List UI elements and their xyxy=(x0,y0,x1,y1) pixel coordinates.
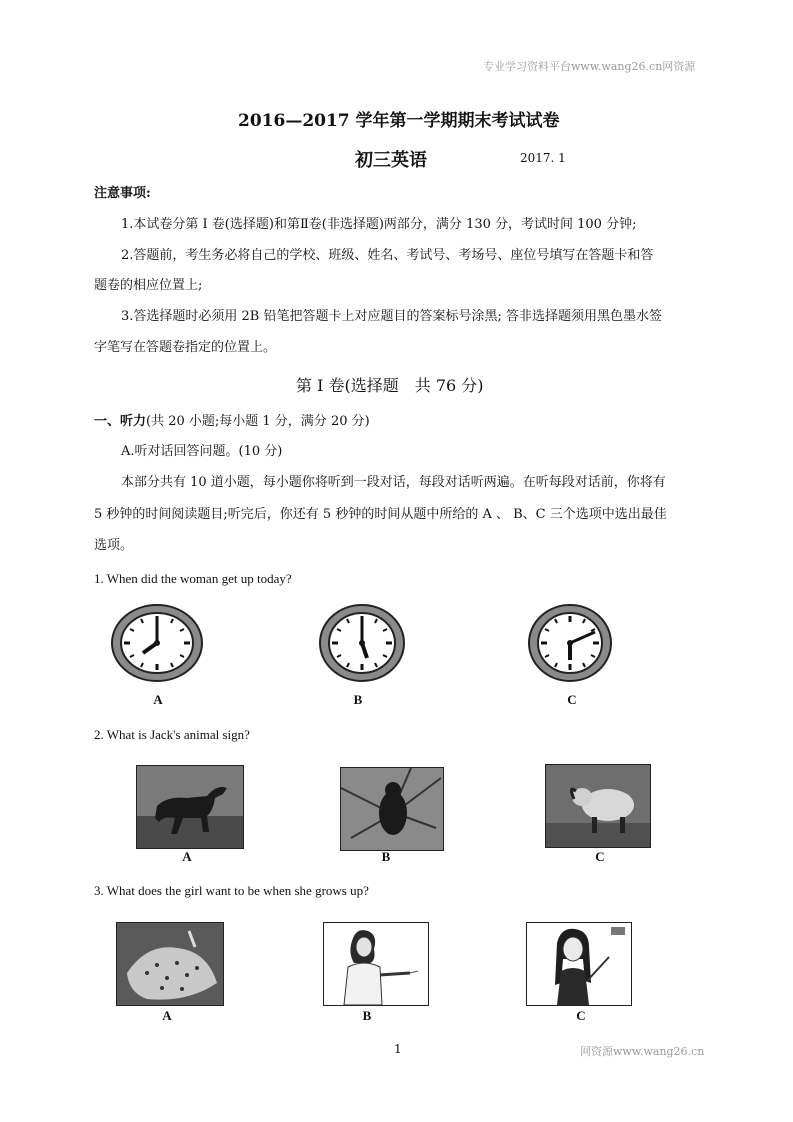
notice-item-1: 1.本试卷分第 I 卷(选择题)和第Ⅱ卷(非选择题)两部分，满分 130 分，考试时间 100 分钟; xyxy=(121,217,637,232)
question-2: 2. What is Jack's animal sign? xyxy=(94,727,250,742)
watermark-top: 专业学习资料平台www.wang26.cn网资源 xyxy=(483,60,696,73)
instructions-line-2: 5 秒钟的时间阅读题目;听完后，你还有 5 秒钟的时间从题中所给的 A 、 B、C 三个选项中选出最佳 xyxy=(94,507,667,522)
exam-date: 2017. 1 xyxy=(520,151,566,165)
q2-option-a: A xyxy=(182,849,192,864)
monkey-image xyxy=(340,767,444,851)
question-1: 1. When did the woman get up today? xyxy=(94,571,292,586)
q2-option-c: C xyxy=(595,849,605,864)
page-number: 1 xyxy=(394,1042,402,1056)
dancer-image xyxy=(116,922,224,1006)
clock-c-image xyxy=(527,603,613,683)
listening-sub: A.听对话回答问题。(10 分) xyxy=(121,444,283,459)
notice-heading: 注意事项: xyxy=(94,186,151,201)
q1-option-c: C xyxy=(567,692,577,707)
q2-option-b: B xyxy=(381,849,391,864)
q3-option-c: C xyxy=(576,1008,586,1023)
notice-item-2-cont: 题卷的相应位置上; xyxy=(94,278,203,293)
q1-option-b: B xyxy=(353,692,363,707)
sheep-image xyxy=(545,764,651,848)
listening-detail: (共 20 小题;每小题 1 分，满分 20 分) xyxy=(146,414,370,429)
exam-title: 2016—2017 学年第一学期期末考试试卷 xyxy=(238,111,560,131)
part1-title: 第 I 卷(选择题 共 76 分) xyxy=(296,376,484,395)
instructions-line-3: 选项。 xyxy=(94,538,134,553)
horse-image xyxy=(136,765,244,849)
clock-b-image xyxy=(318,603,406,683)
teacher-image xyxy=(323,922,429,1006)
clock-a-image xyxy=(110,603,204,683)
q1-option-a: A xyxy=(153,692,163,707)
doctor-image xyxy=(526,922,632,1006)
watermark-bottom: 网资源www.wang26.cn xyxy=(580,1045,705,1058)
notice-item-3-cont: 字笔写在答题卷指定的位置上。 xyxy=(94,340,277,355)
listening-section-heading xyxy=(94,409,370,435)
notice-item-2: 2.答题前，考生务必将自己的学校、班级、姓名、考试号、考场号、座位号填写在答题卡和答 xyxy=(121,248,654,263)
instructions-line-1: 本部分共有 10 道小题，每小题你将听到一段对话，每段对话听两遍。在听每段对话前，你将有 xyxy=(121,475,666,490)
listening-heading: 一、听力 xyxy=(94,414,147,429)
exam-subject: 初三英语 xyxy=(355,150,427,171)
q3-option-a: A xyxy=(162,1008,172,1023)
q3-option-b: B xyxy=(362,1008,372,1023)
question-3: 3. What does the girl want to be when she grows up? xyxy=(94,883,369,898)
notice-item-3: 3.答选择题时必须用 2B 铅笔把答题卡上对应题目的答案标号涂黑; 答非选择题须用黑色墨水签 xyxy=(121,309,663,324)
